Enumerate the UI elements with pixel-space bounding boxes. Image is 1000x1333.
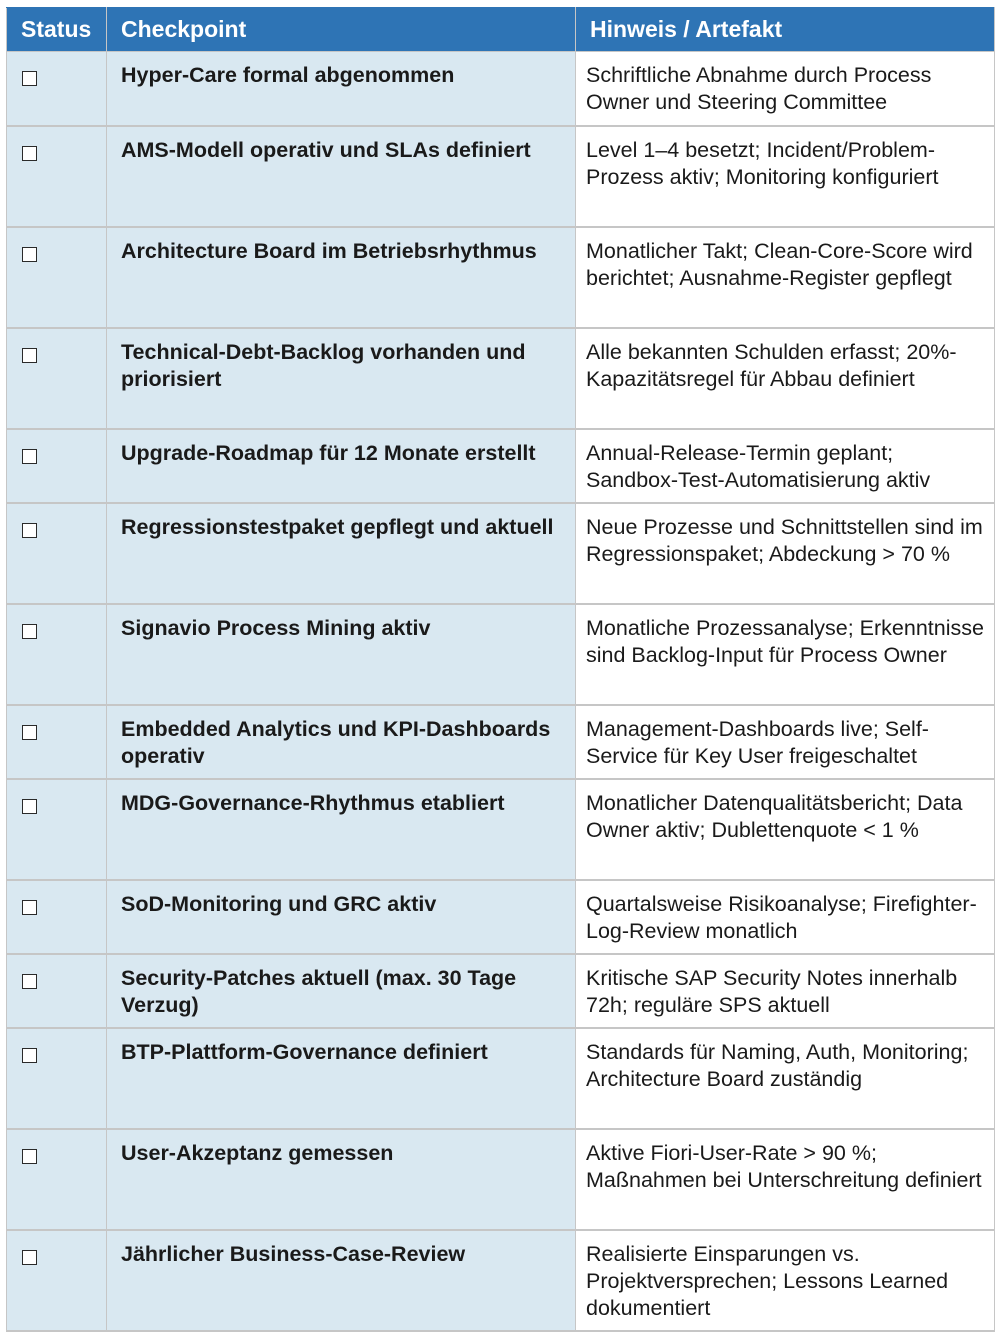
- hint-cell: Quartalsweise Risikoanalyse; Firefighter-Log-Review monatlich: [576, 880, 995, 954]
- checkpoint-cell: Technical-Debt-Backlog vorhanden und priorisiert: [107, 328, 576, 429]
- status-cell: [7, 604, 107, 705]
- status-cell: [7, 779, 107, 880]
- checkpoint-column-header: Checkpoint: [107, 8, 576, 52]
- unchecked-box-icon[interactable]: [22, 348, 37, 363]
- unchecked-box-icon[interactable]: [22, 1250, 37, 1265]
- checkpoint-cell: AMS-Modell operativ und SLAs definiert: [107, 126, 576, 227]
- table-row: [7, 227, 995, 328]
- table-row: [7, 954, 995, 1028]
- table-header-row: [7, 8, 995, 52]
- go-live-checklist-table: [6, 7, 995, 1332]
- hint-cell: Schriftliche Abnahme durch Process Owner und Steering Committee: [576, 52, 995, 126]
- status-cell: [7, 503, 107, 604]
- hint-cell: Management-Dashboards live; Self-Service für Key User freigeschaltet: [576, 705, 995, 779]
- checkpoint-cell: Security-Patches aktuell (max. 30 Tage Verzug): [107, 954, 576, 1028]
- table-row: [7, 604, 995, 705]
- checkpoint-cell: MDG-Governance-Rhythmus etabliert: [107, 779, 576, 880]
- table-row: [7, 880, 995, 954]
- unchecked-box-icon[interactable]: [22, 725, 37, 740]
- table-row: [7, 503, 995, 604]
- status-cell: [7, 1230, 107, 1331]
- unchecked-box-icon[interactable]: [22, 146, 37, 161]
- status-column-header: Status: [7, 8, 107, 52]
- checkpoint-cell: Regressionstestpaket gepflegt und aktuell: [107, 503, 576, 604]
- hint-cell: Realisierte Einsparungen vs. Projektversprechen; Lessons Learned dokumentiert: [576, 1230, 995, 1331]
- table-row: [7, 705, 995, 779]
- unchecked-box-icon[interactable]: [22, 523, 37, 538]
- unchecked-box-icon[interactable]: [22, 974, 37, 989]
- unchecked-box-icon[interactable]: [22, 71, 37, 86]
- status-cell: [7, 429, 107, 503]
- checkpoint-cell: SoD-Monitoring und GRC aktiv: [107, 880, 576, 954]
- status-cell: [7, 1129, 107, 1230]
- checkpoint-cell: Architecture Board im Betriebsrhythmus: [107, 227, 576, 328]
- checkpoint-cell: BTP-Plattform-Governance definiert: [107, 1028, 576, 1129]
- table-row: [7, 126, 995, 227]
- status-cell: [7, 1028, 107, 1129]
- hint-cell: Monatlicher Takt; Clean-Core-Score wird berichtet; Ausnahme-Register gepflegt: [576, 227, 995, 328]
- unchecked-box-icon[interactable]: [22, 449, 37, 464]
- table-row: [7, 1129, 995, 1230]
- status-cell: [7, 227, 107, 328]
- unchecked-box-icon[interactable]: [22, 1149, 37, 1164]
- status-cell: [7, 328, 107, 429]
- hint-cell: Annual-Release-Termin geplant; Sandbox-Test-Automatisierung aktiv: [576, 429, 995, 503]
- checkpoint-cell: Signavio Process Mining aktiv: [107, 604, 576, 705]
- table-row: [7, 779, 995, 880]
- table-row: [7, 1028, 995, 1129]
- table-row: [7, 328, 995, 429]
- checkpoint-cell: Hyper-Care formal abgenommen: [107, 52, 576, 126]
- hint-cell: Monatlicher Datenqualitätsbericht; Data Owner aktiv; Dublettenquote < 1 %: [576, 779, 995, 880]
- checkpoint-cell: Upgrade-Roadmap für 12 Monate erstellt: [107, 429, 576, 503]
- hint-cell: Aktive Fiori-User-Rate > 90 %; Maßnahmen bei Unterschreitung definiert: [576, 1129, 995, 1230]
- status-cell: [7, 954, 107, 1028]
- unchecked-box-icon[interactable]: [22, 247, 37, 262]
- unchecked-box-icon[interactable]: [22, 900, 37, 915]
- status-cell: [7, 705, 107, 779]
- checkpoint-cell: Jährlicher Business-Case-Review: [107, 1230, 576, 1331]
- table-row: [7, 52, 995, 126]
- table-row: [7, 1230, 995, 1331]
- checkpoint-cell: User-Akzeptanz gemessen: [107, 1129, 576, 1230]
- unchecked-box-icon[interactable]: [22, 1048, 37, 1063]
- unchecked-box-icon[interactable]: [22, 624, 37, 639]
- hint-cell: Level 1–4 besetzt; Incident/Problem-Prozess aktiv; Monitoring konfiguriert: [576, 126, 995, 227]
- hint-cell: Kritische SAP Security Notes innerhalb 72h; reguläre SPS aktuell: [576, 954, 995, 1028]
- unchecked-box-icon[interactable]: [22, 799, 37, 814]
- hint-column-header: Hinweis / Artefakt: [576, 8, 995, 52]
- status-cell: [7, 52, 107, 126]
- table-row: [7, 429, 995, 503]
- hint-cell: Monatliche Prozessanalyse; Erkenntnisse sind Backlog-Input für Process Owner: [576, 604, 995, 705]
- checkpoint-cell: Embedded Analytics und KPI-Dashboards operativ: [107, 705, 576, 779]
- hint-cell: Alle bekannten Schulden erfasst; 20%-Kapazitätsregel für Abbau definiert: [576, 328, 995, 429]
- hint-cell: Standards für Naming, Auth, Monitoring; Architecture Board zuständig: [576, 1028, 995, 1129]
- hint-cell: Neue Prozesse und Schnittstellen sind im Regressionspaket; Abdeckung > 70 %: [576, 503, 995, 604]
- status-cell: [7, 880, 107, 954]
- status-cell: [7, 126, 107, 227]
